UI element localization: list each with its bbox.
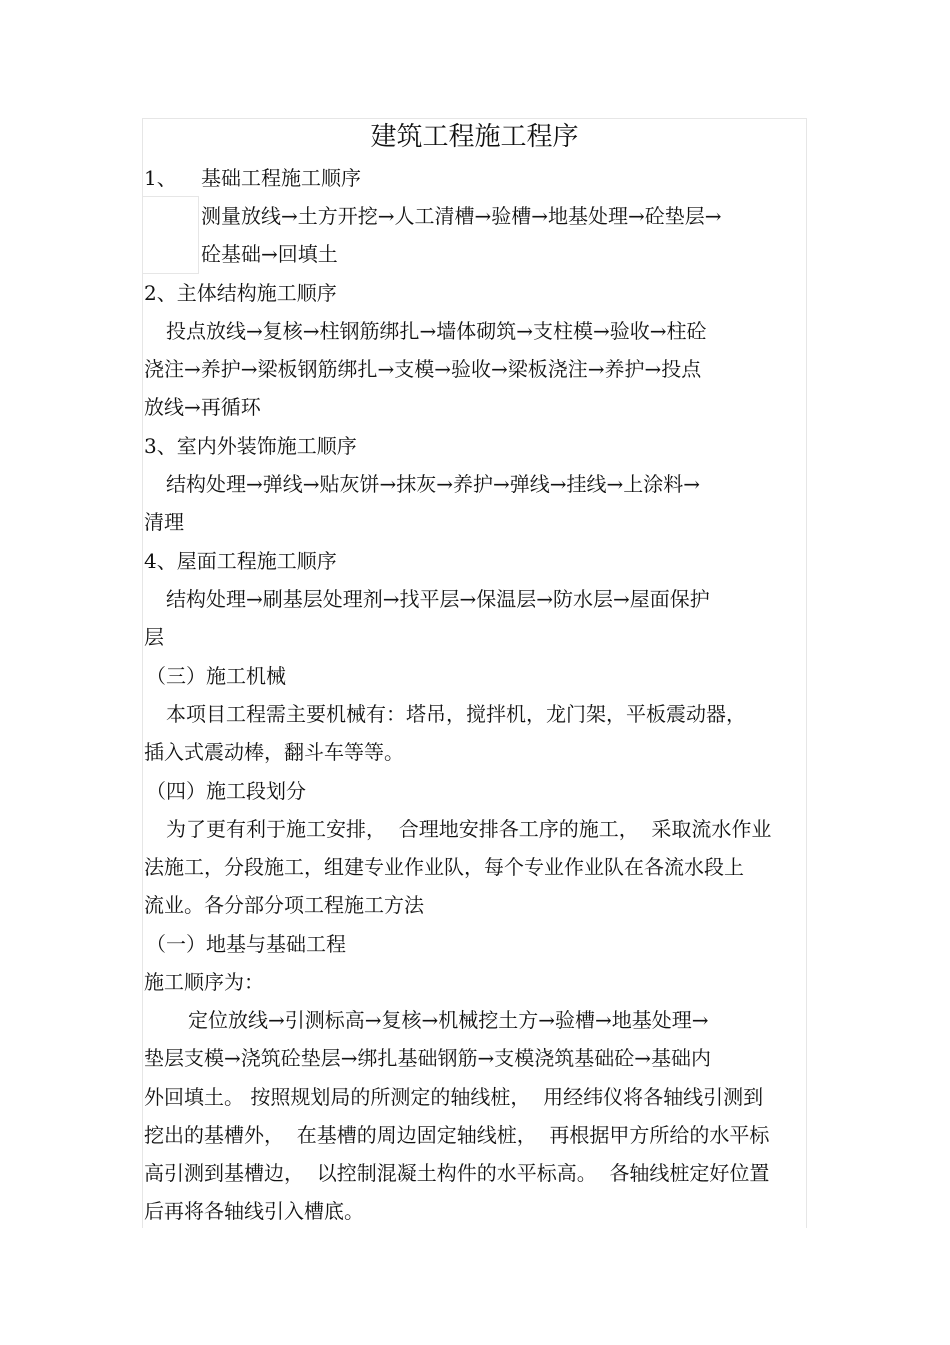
section-2-line-2: 浇注→养护→梁板钢筋绑扎→支模→验收→梁板浇注→养护→投点 [144, 357, 702, 381]
section-1-line-2: 砼基础→回填土 [201, 242, 338, 266]
section-4-heading: 4、屋面工程施工顺序 [144, 549, 337, 573]
segment-heading: （四）施工段划分 [146, 779, 306, 803]
foundation-line-5: 高引测到基槽边， 以控制混凝土构件的水平标高。 各轴线桩定好位置 [144, 1161, 770, 1185]
segment-line-1: 为了更有利于施工安排， 合理地安排各工序的施工， 采取流水作业 [166, 817, 772, 841]
foundation-line-6: 后再将各轴线引入槽底。 [144, 1199, 364, 1223]
foundation-line-1: 定位放线→引测标高→复核→机械挖土方→验槽→地基处理→ [188, 1008, 709, 1032]
machinery-line-1: 本项目工程需主要机械有：塔吊，搅拌机，龙门架，平板震动器， [166, 702, 746, 726]
section-2-heading: 2、主体结构施工顺序 [144, 281, 337, 305]
foundation-line-3: 外回填土。 按照规划局的所测定的轴线桩， 用经纬仪将各轴线引测到 [144, 1085, 764, 1109]
foundation-line-4: 挖出的基槽外， 在基槽的周边固定轴线桩， 再根据甲方所给的水平标 [144, 1123, 770, 1147]
segment-line-3: 流业。各分部分项工程施工方法 [144, 893, 424, 917]
machinery-heading: （三）施工机械 [146, 664, 286, 688]
page-frame-right [806, 118, 807, 1228]
section-4-line-1: 结构处理→刷基层处理剂→找平层→保温层→防水层→屋面保护 [166, 587, 710, 611]
segment-line-2: 法施工，分段施工，组建专业作业队，每个专业作业队在各流水段上 [144, 855, 744, 879]
section-3-line-1: 结构处理→弹线→贴灰饼→抹灰→养护→弹线→挂线→上涂料→ [166, 472, 701, 496]
page-frame-left [142, 118, 143, 1228]
section-2-line-1: 投点放线→复核→柱钢筋绑扎→墙体砌筑→支柱模→验收→柱砼 [166, 319, 707, 343]
machinery-line-2: 插入式震动棒，翻斗车等等。 [144, 740, 404, 764]
section-1-line-1: 测量放线→土方开挖→人工清槽→验槽→地基处理→砼垫层→ [201, 204, 722, 228]
table-cell-border [142, 196, 199, 274]
section-1-heading: 基础工程施工顺序 [201, 166, 361, 190]
foundation-line-2: 垫层支模→浇筑砼垫层→绑扎基础钢筋→支模浇筑基础砼→基础内 [144, 1046, 712, 1070]
section-3-heading: 3、室内外装饰施工顺序 [144, 434, 357, 458]
document-title: 建筑工程施工程序 [370, 122, 579, 152]
section-4-line-2: 层 [144, 625, 164, 649]
foundation-heading: （一）地基与基础工程 [146, 932, 346, 956]
section-2-line-3: 放线→再循环 [144, 395, 261, 419]
section-1-number: 1、 [144, 166, 177, 190]
section-3-line-2: 清理 [144, 510, 184, 534]
foundation-order-label: 施工顺序为： [144, 970, 264, 994]
